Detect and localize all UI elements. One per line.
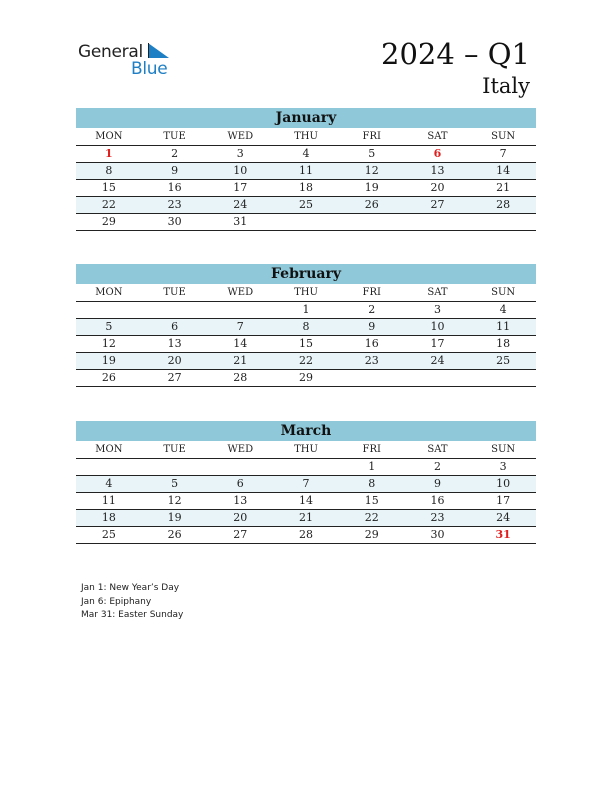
weekday-header-row bbox=[76, 441, 536, 459]
day-cell: 25 bbox=[101, 528, 116, 541]
day-cell: 2 bbox=[368, 303, 376, 316]
day-cell: 27 bbox=[233, 528, 248, 541]
day-cell: 28 bbox=[496, 198, 511, 211]
day-cell: 12 bbox=[167, 494, 182, 507]
day-cell bbox=[76, 302, 142, 318]
week-row bbox=[76, 180, 536, 197]
week-row bbox=[76, 510, 536, 527]
day-cell: 19 bbox=[364, 181, 379, 194]
holiday-note: Mar 31: Easter Sunday bbox=[81, 610, 184, 620]
day-cell: 6 bbox=[433, 147, 442, 160]
day-cell: 7 bbox=[236, 320, 244, 333]
day-cell: 28 bbox=[233, 371, 248, 384]
day-cell bbox=[207, 302, 273, 318]
day-cell bbox=[273, 214, 339, 230]
weekday-label: SAT bbox=[427, 131, 448, 142]
week-row bbox=[76, 527, 536, 544]
day-cell: 10 bbox=[233, 164, 248, 177]
weekday-label: WED bbox=[227, 131, 254, 142]
day-cell: 3 bbox=[433, 303, 441, 316]
week-row bbox=[76, 336, 536, 353]
day-cell: 21 bbox=[299, 511, 314, 524]
day-cell: 21 bbox=[233, 354, 248, 367]
day-cell: 1 bbox=[368, 460, 376, 473]
day-cell: 23 bbox=[364, 354, 379, 367]
day-cell: 18 bbox=[101, 511, 116, 524]
day-cell: 8 bbox=[368, 477, 376, 490]
day-cell: 27 bbox=[167, 371, 182, 384]
day-cell: 16 bbox=[364, 337, 379, 350]
country-name: Italy bbox=[482, 74, 530, 98]
day-cell: 14 bbox=[299, 494, 314, 507]
day-cell: 26 bbox=[167, 528, 182, 541]
weekday-label: WED bbox=[227, 287, 254, 298]
day-cell: 20 bbox=[233, 511, 248, 524]
day-cell: 24 bbox=[430, 354, 445, 367]
day-cell: 19 bbox=[167, 511, 182, 524]
day-cell: 31 bbox=[233, 215, 248, 228]
holiday-notes bbox=[81, 582, 183, 623]
day-cell: 4 bbox=[302, 147, 310, 160]
day-cell: 13 bbox=[167, 337, 182, 350]
day-cell bbox=[470, 214, 536, 230]
month-calendar-march bbox=[76, 421, 536, 544]
weekday-label: SAT bbox=[427, 287, 448, 298]
weekday-label: MON bbox=[95, 444, 123, 455]
logo-blue-text: Blue bbox=[131, 59, 168, 79]
weekday-label: SUN bbox=[491, 444, 516, 455]
general-blue-logo bbox=[78, 40, 188, 80]
day-cell bbox=[273, 459, 339, 475]
day-cell: 24 bbox=[496, 511, 511, 524]
week-row bbox=[76, 302, 536, 319]
day-cell: 20 bbox=[430, 181, 445, 194]
day-cell bbox=[207, 459, 273, 475]
day-cell: 19 bbox=[101, 354, 116, 367]
week-row bbox=[76, 370, 536, 387]
day-cell: 31 bbox=[495, 528, 511, 541]
day-cell: 9 bbox=[368, 320, 376, 333]
day-cell: 8 bbox=[105, 164, 113, 177]
day-cell: 1 bbox=[105, 147, 113, 160]
day-cell bbox=[76, 459, 142, 475]
day-cell: 22 bbox=[299, 354, 314, 367]
day-cell: 30 bbox=[167, 215, 182, 228]
day-cell: 24 bbox=[233, 198, 248, 211]
day-cell: 16 bbox=[430, 494, 445, 507]
day-cell: 23 bbox=[430, 511, 445, 524]
week-row bbox=[76, 197, 536, 214]
weekday-label: THU bbox=[294, 444, 318, 455]
day-cell: 20 bbox=[167, 354, 182, 367]
weekday-label: THU bbox=[294, 287, 318, 298]
day-cell: 15 bbox=[364, 494, 379, 507]
day-cell: 15 bbox=[101, 181, 116, 194]
day-cell bbox=[405, 214, 471, 230]
day-cell: 11 bbox=[299, 164, 314, 177]
day-cell: 7 bbox=[499, 147, 507, 160]
day-cell: 25 bbox=[299, 198, 314, 211]
day-cell bbox=[142, 459, 208, 475]
day-cell: 3 bbox=[236, 147, 244, 160]
day-cell: 14 bbox=[233, 337, 248, 350]
day-cell: 29 bbox=[299, 371, 314, 384]
weekday-label: FRI bbox=[362, 287, 381, 298]
day-cell: 26 bbox=[101, 371, 116, 384]
day-cell: 11 bbox=[496, 320, 511, 333]
weekday-label: SUN bbox=[491, 131, 516, 142]
day-cell bbox=[339, 214, 405, 230]
weekday-header-row bbox=[76, 128, 536, 146]
holiday-note: Jan 6: Epiphany bbox=[81, 596, 152, 607]
month-header: January bbox=[76, 108, 536, 128]
day-cell: 2 bbox=[171, 147, 179, 160]
day-cell: 13 bbox=[430, 164, 445, 177]
day-cell: 22 bbox=[364, 511, 379, 524]
day-cell: 18 bbox=[496, 337, 511, 350]
month-header: February bbox=[76, 264, 536, 284]
day-cell bbox=[470, 370, 536, 386]
day-cell: 29 bbox=[101, 215, 116, 228]
week-row bbox=[76, 493, 536, 510]
day-cell: 4 bbox=[499, 303, 507, 316]
day-cell: 10 bbox=[430, 320, 445, 333]
weekday-label: FRI bbox=[362, 444, 381, 455]
weekday-label: SAT bbox=[427, 444, 448, 455]
weekday-label: MON bbox=[95, 287, 123, 298]
week-row bbox=[76, 214, 536, 231]
day-cell: 6 bbox=[171, 320, 179, 333]
week-row bbox=[76, 146, 536, 163]
day-cell: 25 bbox=[496, 354, 511, 367]
day-cell: 17 bbox=[430, 337, 445, 350]
day-cell: 18 bbox=[299, 181, 314, 194]
week-row bbox=[76, 459, 536, 476]
day-cell: 22 bbox=[101, 198, 116, 211]
logo-triangle-icon bbox=[148, 43, 170, 59]
day-cell: 6 bbox=[236, 477, 244, 490]
day-cell: 26 bbox=[364, 198, 379, 211]
weekday-label: SUN bbox=[491, 287, 516, 298]
weekday-header-row bbox=[76, 284, 536, 302]
weekday-label: WED bbox=[227, 444, 254, 455]
day-cell: 2 bbox=[433, 460, 441, 473]
day-cell: 10 bbox=[496, 477, 511, 490]
day-cell: 15 bbox=[299, 337, 314, 350]
day-cell: 4 bbox=[105, 477, 113, 490]
day-cell: 12 bbox=[364, 164, 379, 177]
day-cell: 3 bbox=[499, 460, 507, 473]
day-cell: 9 bbox=[171, 164, 179, 177]
day-cell: 5 bbox=[368, 147, 376, 160]
week-row bbox=[76, 353, 536, 370]
weekday-label: FRI bbox=[362, 131, 381, 142]
day-cell: 5 bbox=[171, 477, 179, 490]
weekday-label: THU bbox=[294, 131, 318, 142]
weekday-label: TUE bbox=[163, 287, 186, 298]
week-row bbox=[76, 319, 536, 336]
day-cell bbox=[142, 302, 208, 318]
weekday-label: TUE bbox=[163, 444, 186, 455]
day-cell: 17 bbox=[496, 494, 511, 507]
day-cell: 9 bbox=[433, 477, 441, 490]
day-cell: 1 bbox=[302, 303, 310, 316]
weekday-label: MON bbox=[95, 131, 123, 142]
day-cell: 11 bbox=[101, 494, 116, 507]
page-title: 2024 – Q1 bbox=[381, 37, 530, 71]
month-calendar-february bbox=[76, 264, 536, 387]
day-cell bbox=[405, 370, 471, 386]
day-cell: 23 bbox=[167, 198, 182, 211]
day-cell: 17 bbox=[233, 181, 248, 194]
day-cell: 8 bbox=[302, 320, 310, 333]
day-cell: 21 bbox=[496, 181, 511, 194]
day-cell: 16 bbox=[167, 181, 182, 194]
day-cell: 12 bbox=[101, 337, 116, 350]
day-cell: 7 bbox=[302, 477, 310, 490]
day-cell: 27 bbox=[430, 198, 445, 211]
week-row bbox=[76, 476, 536, 493]
logo-general-text: General bbox=[78, 42, 143, 62]
day-cell: 29 bbox=[364, 528, 379, 541]
day-cell: 28 bbox=[299, 528, 314, 541]
week-row bbox=[76, 163, 536, 180]
day-cell: 14 bbox=[496, 164, 511, 177]
day-cell: 13 bbox=[233, 494, 248, 507]
day-cell bbox=[339, 370, 405, 386]
holiday-note: Jan 1: New Year’s Day bbox=[81, 583, 180, 593]
month-calendar-january bbox=[76, 108, 536, 231]
day-cell: 30 bbox=[430, 528, 445, 541]
month-header: March bbox=[76, 421, 536, 441]
weekday-label: TUE bbox=[163, 131, 186, 142]
day-cell: 5 bbox=[105, 320, 113, 333]
